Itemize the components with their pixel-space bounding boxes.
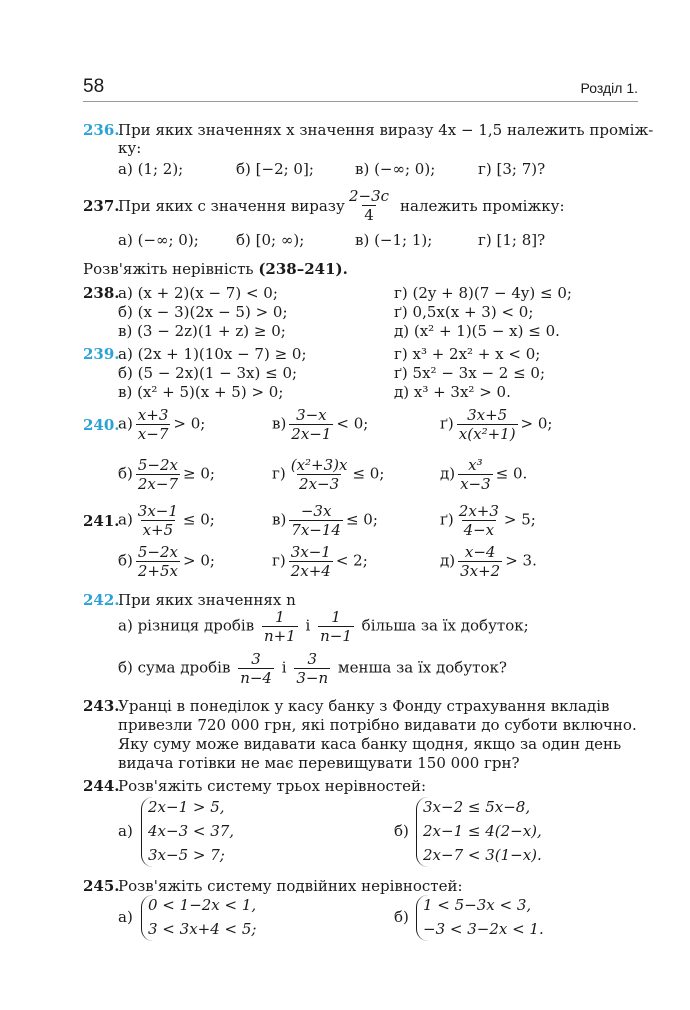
- system-245a-line1: 0 < 1−2x < 1,: [148, 896, 257, 914]
- problem-240-option-v: в) $\frac{3-x}{2x-1}$ < 0;: [272, 406, 369, 443]
- problem-240-option-d: д) $\frac{\text{x³}}{x-3}$ ≤ 0.: [440, 456, 528, 493]
- problem-237-text-post: належить промiжку:: [400, 197, 565, 215]
- problem-236-option-b: б) [−2; 0];: [236, 160, 314, 178]
- problem-238-option-b: б) (x − 3)(2x − 5) > 0;: [118, 303, 288, 321]
- section-intro: [83, 260, 348, 278]
- problem-242-number: 242.: [83, 591, 120, 609]
- problem-237-fraction: [344, 187, 394, 224]
- system-244a-line3: 3x−5 > 7;: [148, 846, 225, 864]
- system-244b-line3: 2x−7 < 3(1−x).: [423, 846, 542, 864]
- problem-238-option-v: в) (3 − 2z)(1 + z) ≥ 0;: [118, 322, 286, 340]
- problem-244-label-b: б): [394, 822, 409, 840]
- problem-243-line1: Уранцi в понедiлок у касу банку з Фонду страхування вкладiв: [118, 697, 610, 715]
- problem-242-option-a: а) рiзниця дробiв $\frac{1}{n+1}$ i $\frac{1}{n-1}$ бiльша за їх добуток;: [118, 608, 529, 645]
- problem-237-number: 237.: [83, 197, 120, 215]
- problem-241-option-d: д) $\frac{x-4}{3x+2}$ > 3.: [440, 543, 537, 580]
- problem-239-option-g2: ґ) 5x² − 3x − 2 ≤ 0;: [394, 364, 546, 382]
- system-245b-line1: 1 < 5−3x < 3,: [423, 896, 532, 914]
- problem-243-line4: видача готiвки не має перевищувати 150 000 грн?: [118, 754, 520, 772]
- problem-242-option-b: б) сума дробiв $\frac{3}{n-4}$ i $\frac{3}{3-n}$ менша за їх добуток?: [118, 650, 507, 687]
- system-245a-line2: 3 < 3x+4 < 5;: [148, 920, 257, 938]
- problem-245-number: 245.: [83, 877, 120, 895]
- problem-238-number: 238.: [83, 284, 120, 302]
- problem-241-option-b: б) $\frac{5-2x}{2+5x}$ > 0;: [118, 543, 215, 580]
- problem-236-option-g: г) [3; 7)?: [478, 160, 546, 178]
- section-title: Розділ 1.: [580, 80, 638, 96]
- intro-text: Розв'яжiть нерiвнiсть: [83, 260, 254, 278]
- problem-237-option-a: а) (−∞; 0);: [118, 231, 199, 249]
- fraction-denominator: 4: [364, 206, 374, 224]
- problem-241-option-g2: ґ) $\frac{2x+3}{4-x}$ > 5;: [440, 502, 536, 539]
- problem-245-label-a: а): [118, 908, 133, 926]
- header-rule: [83, 101, 638, 102]
- problem-239-option-d: д) x³ + 3x² > 0.: [394, 383, 511, 401]
- problem-239-option-b: б) (5 − 2x)(1 − 3x) ≤ 0;: [118, 364, 298, 382]
- problem-241-number: 241.: [83, 512, 120, 530]
- system-244a-line1: 2x−1 > 5,: [148, 798, 225, 816]
- problem-238-option-a: а) (x + 2)(x − 7) < 0;: [118, 284, 278, 302]
- problem-236-text-line2: ку:: [118, 139, 142, 157]
- system-244b-line1: 3x−2 ≤ 5x−8,: [423, 798, 531, 816]
- problem-243-line3: Яку суму може видавати каса банку щодня, якщо за один день: [118, 735, 622, 753]
- problem-240-option-g: г) $\frac{\text{(x²+3)x}}{2x-3}$ ≤ 0;: [272, 456, 385, 493]
- problem-245-label-b: б): [394, 908, 409, 926]
- problem-242-text: При яких значеннях n: [118, 591, 296, 609]
- problem-237-option-v: в) (−1; 1);: [355, 231, 433, 249]
- problem-237-option-g: г) [1; 8]?: [478, 231, 546, 249]
- problem-240-number: 240.: [83, 416, 120, 434]
- system-244a-line2: 4x−3 < 37,: [148, 822, 235, 840]
- problem-238-option-d: д) (x² + 1)(5 − x) ≤ 0.: [394, 322, 560, 340]
- problem-236-option-v: в) (−∞; 0);: [355, 160, 436, 178]
- problem-240-option-g2: ґ) $\frac{3x+5}{\text{x(x²+1)}}$ > 0;: [440, 406, 553, 443]
- problem-239-option-g: г) x³ + 2x² + x < 0;: [394, 345, 541, 363]
- problem-241-option-g: г) $\frac{3x-1}{2x+4}$ < 2;: [272, 543, 368, 580]
- problem-238-option-g2: ґ) 0,5x(x + 3) < 0;: [394, 303, 534, 321]
- page-number: 58: [83, 76, 105, 97]
- problem-244-number: 244.: [83, 777, 120, 795]
- problem-236-text-line1: При яких значеннях x значення виразу 4x − 1,5 належить промiж-: [118, 121, 654, 139]
- problem-236-number: 236.: [83, 121, 120, 139]
- problem-243-line2: привезли 720 000 грн, якi потрiбно видавати до суботи включно.: [118, 716, 637, 734]
- intro-range: (238–241).: [258, 260, 348, 278]
- problem-239-option-v: в) (x² + 5)(x + 5) > 0;: [118, 383, 284, 401]
- problem-240-option-b: б) $\frac{5-2x}{2x-7}$ ≥ 0;: [118, 456, 215, 493]
- problem-245-text: Розв'яжiть систему подвiйних нерiвностей:: [118, 877, 463, 895]
- problem-238-option-g: г) (2y + 8)(7 − 4y) ≤ 0;: [394, 284, 572, 302]
- problem-244-label-a: а): [118, 822, 133, 840]
- problem-236-option-a: а) (1; 2);: [118, 160, 184, 178]
- system-245b-line2: −3 < 3−2x < 1.: [423, 920, 544, 938]
- problem-243-number: 243.: [83, 697, 120, 715]
- problem-240-option-a: а) $\frac{x+3}{x-7}$ > 0;: [118, 406, 206, 443]
- fraction-numerator: 2−3c: [349, 187, 390, 205]
- problem-244-text: Розв'яжiть систему трьох нерiвностей:: [118, 777, 427, 795]
- problem-237-option-b: б) [0; ∞);: [236, 231, 305, 249]
- problem-241-option-v: в) $\frac{-3x}{7x-14}$ ≤ 0;: [272, 502, 378, 539]
- problem-241-option-a: а) $\frac{3x-1}{x+5}$ ≤ 0;: [118, 502, 215, 539]
- system-244b-line2: 2x−1 ≤ 4(2−x),: [423, 822, 542, 840]
- problem-237-text-pre: При яких c значення виразу: [118, 197, 345, 215]
- problem-239-number: 239.: [83, 345, 120, 363]
- problem-239-option-a: а) (2x + 1)(10x − 7) ≥ 0;: [118, 345, 307, 363]
